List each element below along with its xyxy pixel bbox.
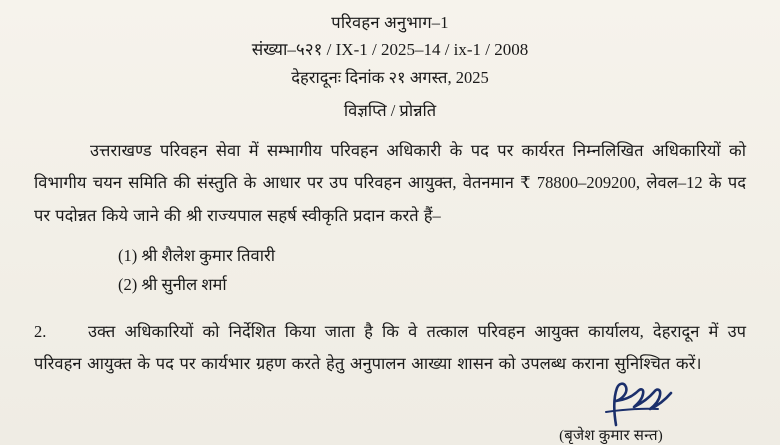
paragraph-2-block [34, 316, 746, 380]
document-header [34, 12, 746, 121]
paragraph-2-number: 2. [34, 321, 47, 341]
handwritten-signature-icon [486, 379, 736, 425]
list-item: (2) श्री सुनील शर्मा [118, 274, 227, 294]
document-body [34, 135, 746, 380]
officer-list [34, 242, 746, 300]
subject-line: विज्ञप्ति / प्रोन्नति [343, 100, 437, 120]
signatory-name: (बृजेश कुमार सन्त) [559, 428, 663, 444]
paragraph-1: उत्तराखण्ड परिवहन सेवा में सम्भागीय परिवहन अधिकारी के पद पर कार्यरत निम्नलिखित अधिकारियों को विभागीय चयन समिति की संस्तुति के आधार पर उप परिवहन आयुक्त, वेतनमान ₹ 78800–209200, लेवल–12 के पद पर पदोन्नत किये जाने की श्री राज्यपाल सहर्ष स्वीकृति प्रदान करते हैं– [34, 141, 746, 225]
paragraph-2: उक्त अधिकारियों को निर्देशित किया जाता है कि वे तत्काल परिवहन आयुक्त कार्यालय, देहरादून में उप परिवहन आयुक्त के पद पर कार्यभार ग्रहण करते हेतु अनुपालन आख्या शासन को उपलब्ध कराना सुनिश्चित करें। [34, 321, 746, 373]
place-date-line: देहरादूनः दिनांक २१ अगस्त, 2025 [291, 68, 489, 88]
signature-block [486, 379, 736, 445]
list-item: (1) श्री शैलेश कुमार तिवारी [118, 245, 276, 265]
department-line: परिवहन अनुभाग–1 [331, 13, 449, 32]
order-number-line: संख्या–५२१ / IX-1 / 2025–14 / ix-1 / 2008 [251, 40, 529, 60]
